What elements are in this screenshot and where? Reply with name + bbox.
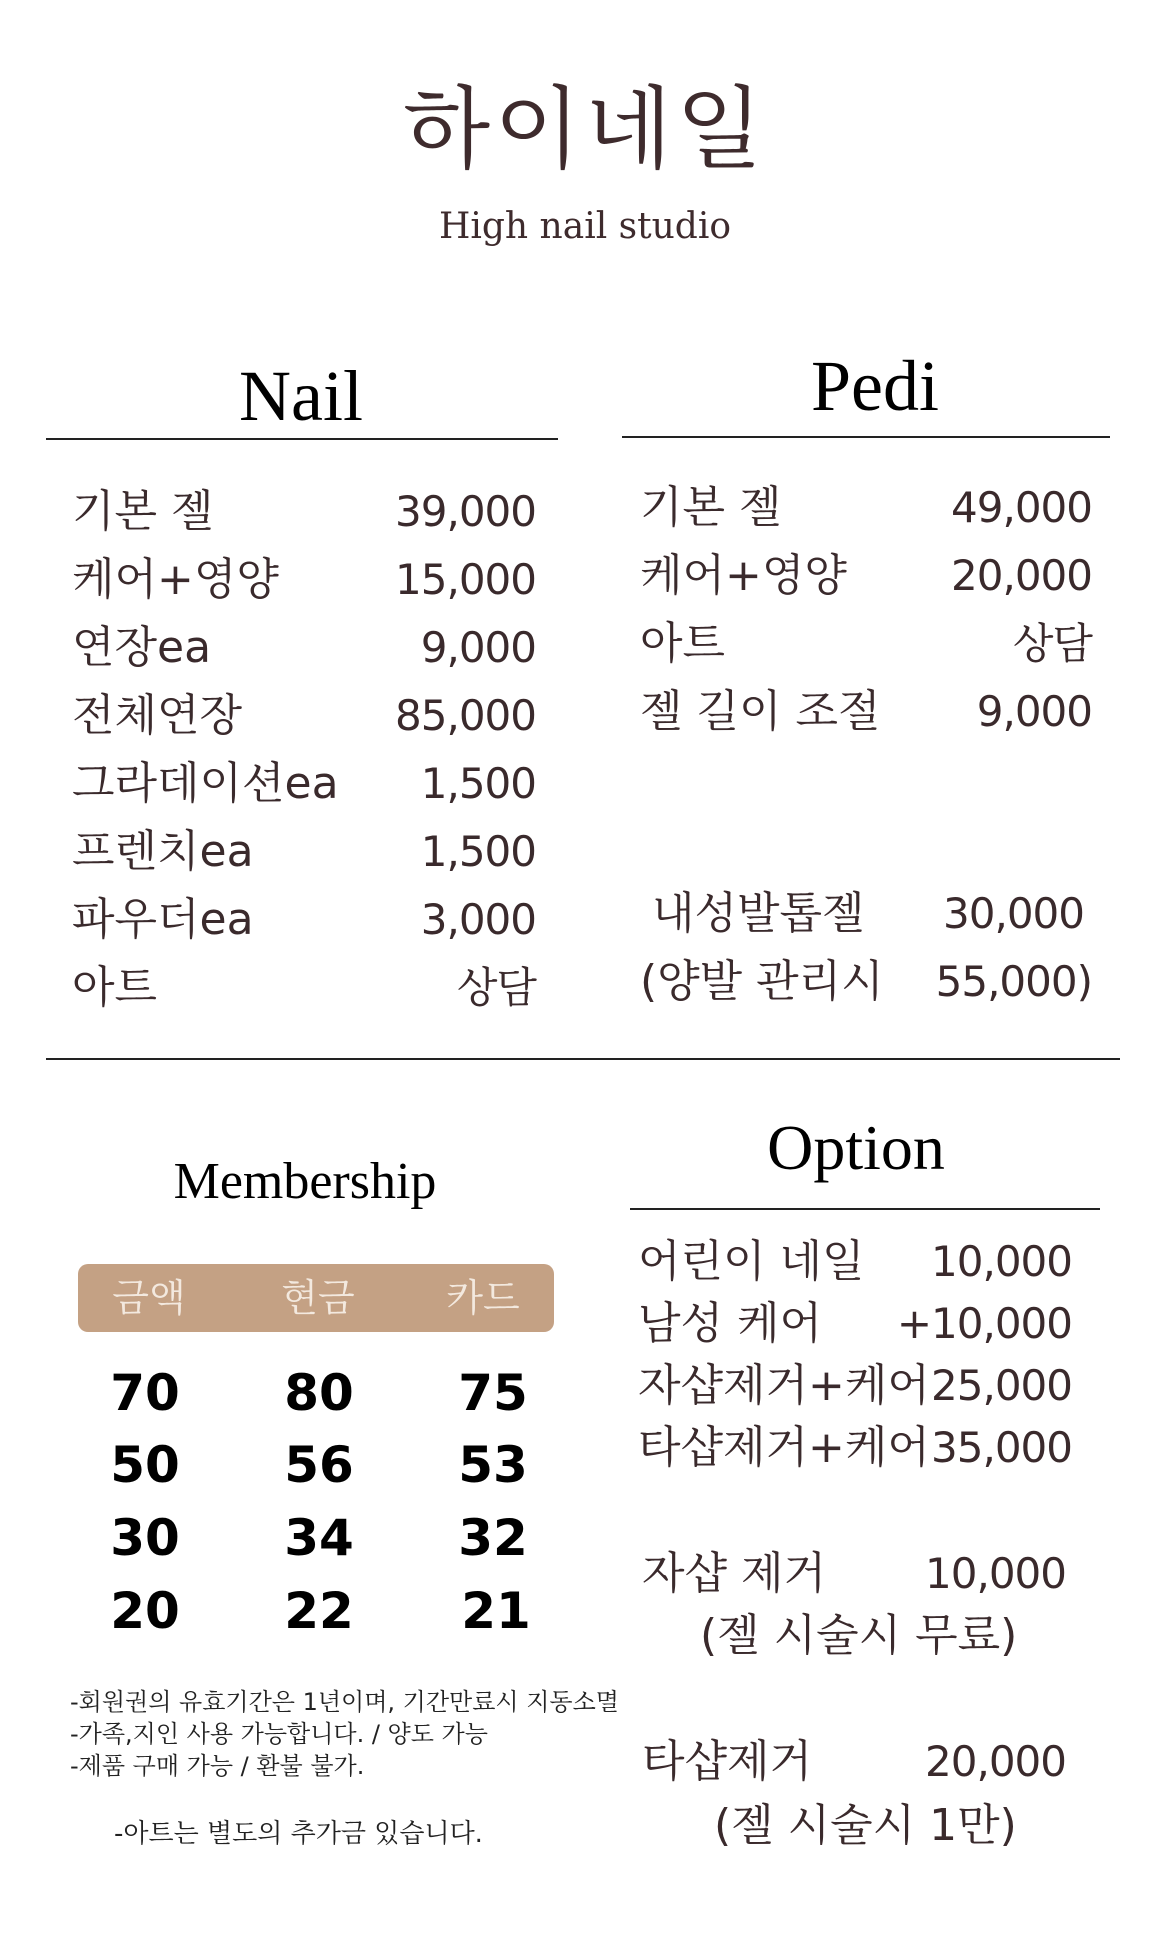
- nail-item-price: 15,000: [395, 555, 536, 604]
- other-shop-removal-price: 20,000: [925, 1737, 1066, 1786]
- pedi-section-title: Pedi: [810, 346, 939, 426]
- nail-item-price: 39,000: [395, 487, 536, 536]
- pedi-item-price: 9,000: [976, 687, 1092, 736]
- other-shop-removal-note: (젤 시술시 1만): [714, 1800, 1017, 1851]
- option-item-name: 남성 케어: [638, 1298, 823, 1349]
- membership-cell: 34: [284, 1509, 354, 1567]
- nail-title-divider: [46, 438, 558, 440]
- nail-item-name: 파우더ea: [72, 894, 254, 945]
- membership-cell: 75: [458, 1364, 528, 1422]
- membership-header-cash: 현금: [281, 1276, 355, 1320]
- shop-subtitle: High nail studio: [438, 206, 732, 247]
- nail-item-name: 프렌치ea: [72, 826, 254, 877]
- membership-cell: 21: [461, 1582, 531, 1640]
- pedi-item-name: 기본 젤: [640, 482, 782, 533]
- option-item-name: 타샵제거+케어: [638, 1422, 930, 1473]
- nail-item-price: 1,500: [420, 759, 536, 808]
- membership-note: -가족,지인 사용 가능합니다. / 양도 가능: [70, 1720, 488, 1748]
- pedi-extra-price: 55,000): [935, 957, 1092, 1006]
- membership-header-amount: 금액: [112, 1276, 186, 1320]
- nail-item-price: 9,000: [420, 623, 536, 672]
- nail-item-price: 1,500: [420, 827, 536, 876]
- pedi-item-name: 젤 길이 조절: [640, 686, 881, 737]
- membership-title: Membership: [173, 1153, 437, 1210]
- membership-cell: 32: [458, 1509, 528, 1567]
- membership-cell: 20: [110, 1582, 180, 1640]
- pedi-item-price: 20,000: [951, 551, 1092, 600]
- pedi-title-divider: [622, 436, 1110, 438]
- nail-item-price: 상담: [456, 963, 536, 1012]
- nail-item-name: 케어+영양: [72, 554, 279, 605]
- option-item-name: 어린이 네일: [638, 1236, 865, 1287]
- section-divider: [46, 1058, 1120, 1060]
- nail-item-name: 기본 젤: [72, 486, 214, 537]
- membership-header-card: 카드: [446, 1276, 520, 1320]
- own-shop-removal-price: 10,000: [925, 1549, 1066, 1598]
- own-shop-removal-note: (젤 시술시 무료): [700, 1610, 1018, 1661]
- membership-cell: 80: [284, 1364, 354, 1422]
- membership-cell: 56: [284, 1436, 354, 1494]
- membership-note: -제품 구매 가능 / 환불 불가.: [70, 1752, 365, 1780]
- option-item-price: 35,000: [931, 1423, 1072, 1472]
- option-item-name: 자샵제거+케어: [638, 1360, 930, 1411]
- pedi-item-name: 케어+영양: [640, 550, 847, 601]
- membership-cell: 53: [458, 1436, 528, 1494]
- nail-item-name: 그라데이션ea: [72, 758, 339, 809]
- pedi-item-name: 아트: [640, 618, 726, 669]
- nail-item-name: 전체연장: [72, 690, 243, 741]
- pedi-extra-name: (양발 관리시: [640, 956, 884, 1007]
- own-shop-removal-name: 자샵 제거: [642, 1548, 827, 1599]
- shop-name: 하이네일: [403, 77, 767, 182]
- art-extra-note: -아트는 별도의 추가금 있습니다.: [114, 1819, 483, 1849]
- pedi-extra-name: 내성발톱젤: [652, 888, 865, 939]
- nail-item-price: 85,000: [395, 691, 536, 740]
- option-item-price: +10,000: [896, 1299, 1072, 1348]
- option-section-title: Option: [767, 1112, 945, 1183]
- membership-cell: 50: [110, 1436, 180, 1494]
- nail-item-name: 아트: [72, 962, 158, 1013]
- membership-cell: 22: [284, 1582, 354, 1640]
- nail-section-title: Nail: [239, 356, 363, 436]
- other-shop-removal-name: 타샵제거: [642, 1736, 813, 1787]
- pedi-item-price: 상담: [1012, 619, 1092, 668]
- nail-item-name: 연장ea: [72, 622, 212, 673]
- membership-cell: 30: [110, 1509, 180, 1567]
- option-item-price: 25,000: [931, 1361, 1072, 1410]
- nail-item-price: 3,000: [420, 895, 536, 944]
- membership-cell: 70: [110, 1364, 180, 1422]
- option-item-price: 10,000: [931, 1237, 1072, 1286]
- option-title-divider: [630, 1208, 1100, 1210]
- pedi-extra-price: 30,000: [943, 889, 1084, 938]
- membership-note: -회원권의 유효기간은 1년이며, 기간만료시 지동소멸: [70, 1688, 619, 1716]
- pedi-item-price: 49,000: [951, 483, 1092, 532]
